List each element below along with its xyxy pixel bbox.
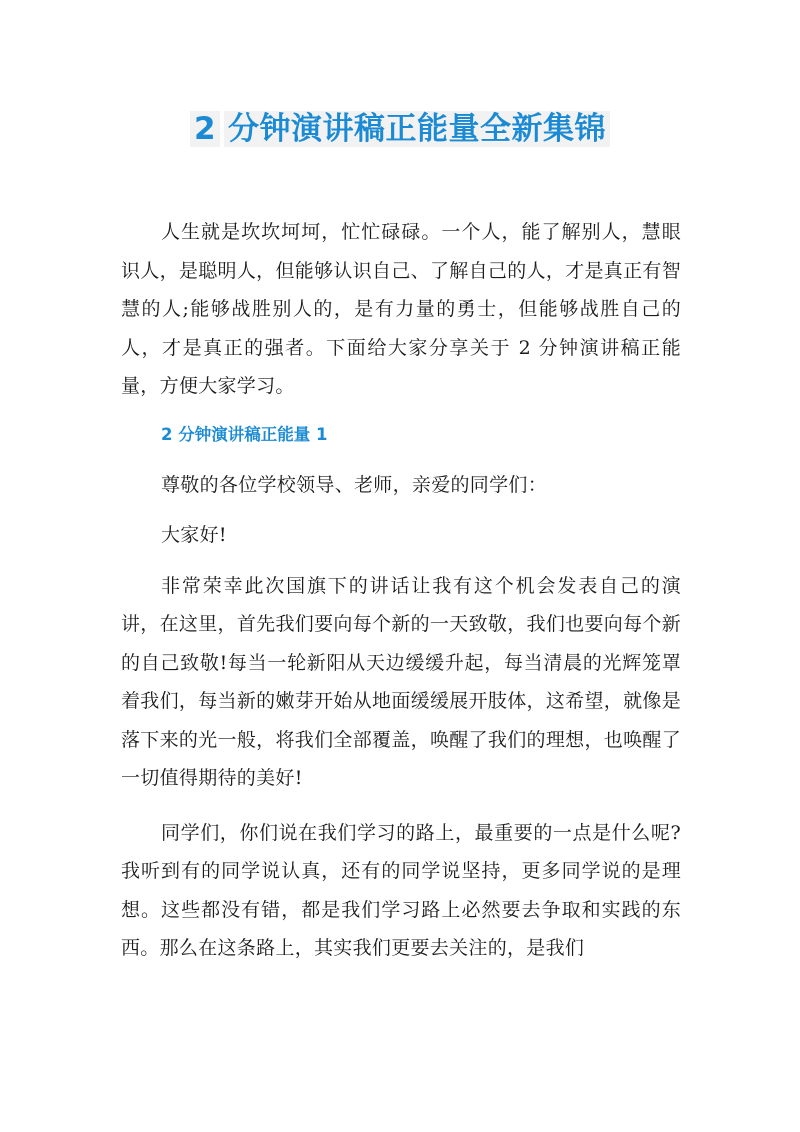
intro-paragraph: 人生就是坎坎坷坷，忙忙碌碌。一个人，能了解别人，慧眼识人，是聪明人，但能够认识自己、了解自己的人，才是真正有智慧的人;能够战胜别人的，是有力量的勇士，但能够战胜自己的人，才是真正的强者。下面给大家分享关于 2 分钟演讲稿正能量，方便大家学习。 <box>121 221 681 397</box>
salutation: 尊敬的各位学校领导、老师，亲爱的同学们： <box>161 473 548 496</box>
page-title <box>190 108 610 150</box>
body-paragraph-2: 同学们，你们说在我们学习的路上，最重要的一点是什么呢?我听到有的同学说认真，还有的同学说坚持，更多同学说的是理想。这些都没有错，都是我们学习路上必然要去争取和实践的东西。那么在这条路上，其实我们更要去关注的，是我们 <box>121 821 681 959</box>
title-number: 2 <box>190 111 220 147</box>
body-paragraph-1: 非常荣幸此次国旗下的讲话让我有这个机会发表自己的演讲，在这里，首先我们要向每个新的一天致敬，我们也要向每个新的自己致敬!每当一轮新阳从天边缓缓升起，每当清晨的光辉笼罩着我们，每当新的嫩芽开始从地面缓缓展开肢体，这希望，就像是落下来的光一般，将我们全部覆盖，唤醒了我们的理想，也唤醒了一切值得期待的美好! <box>121 574 681 789</box>
section-heading: 2 分钟演讲稿正能量 1 <box>161 424 328 444</box>
document-body <box>121 213 681 968</box>
greeting: 大家好! <box>161 524 227 546</box>
title-container <box>0 108 800 150</box>
title-text: 分钟演讲稿正能量全新集锦 <box>224 111 610 147</box>
